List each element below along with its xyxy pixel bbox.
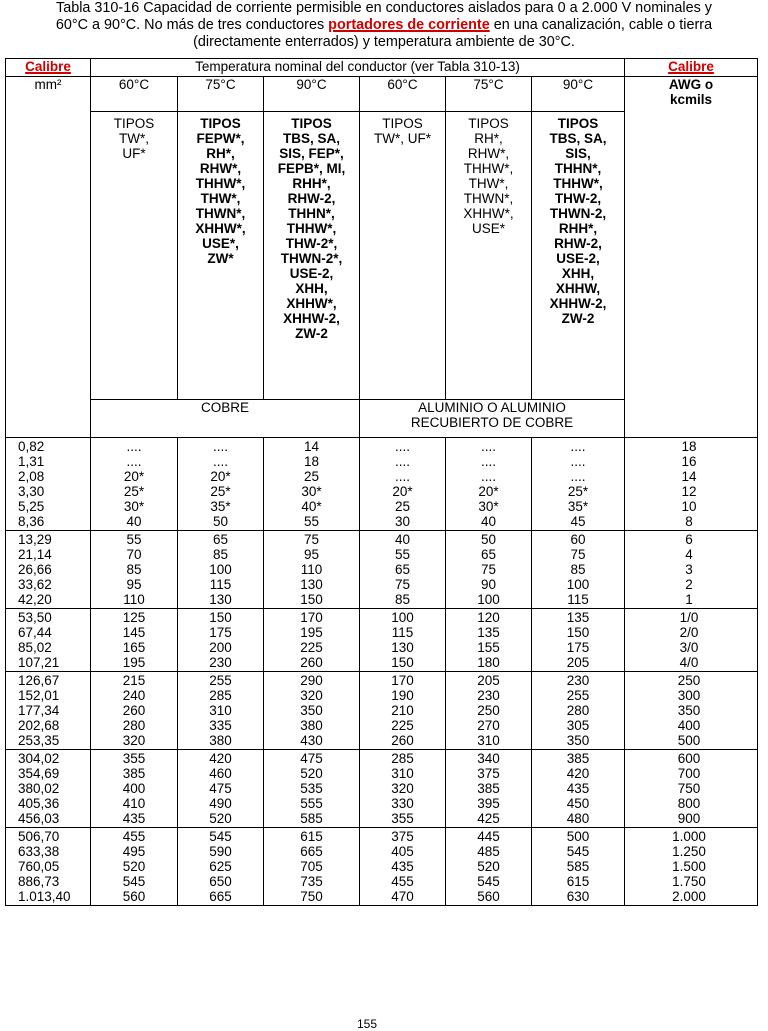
cell-al60: 285 310 320 330 355 bbox=[360, 750, 446, 828]
table-row-group bbox=[6, 672, 758, 750]
ampacity-table bbox=[5, 58, 758, 906]
cell-al60: 170 190 210 225 260 bbox=[360, 672, 446, 750]
table-row-group bbox=[6, 438, 758, 531]
cell-al60: 375 405 435 455 470 bbox=[360, 828, 446, 906]
cell-cu90: 290 320 350 380 430 bbox=[264, 672, 360, 750]
cell-cu75: 150 175 200 230 bbox=[178, 609, 264, 672]
caption-line-2 bbox=[0, 17, 768, 34]
temp-header-cu-60: 60°C bbox=[91, 77, 178, 112]
cell-cu90: 615 665 705 735 750 bbox=[264, 828, 360, 906]
cell-al90: 60 75 85 100 115 bbox=[532, 531, 625, 609]
cell-awg: 18 16 14 12 10 8 bbox=[625, 438, 758, 531]
page-number: 155 bbox=[357, 1017, 378, 1031]
cell-al90: 135 150 175 205 bbox=[532, 609, 625, 672]
temperature-header: Temperatura nominal del conductor (ver Tabla 310-13) bbox=[91, 59, 625, 77]
types-al-60: TIPOS TW*, UF* bbox=[360, 112, 446, 400]
caption-line-2-start: 60°C a 90°C. No más de tres conductores bbox=[55, 17, 329, 33]
table-row-group bbox=[6, 531, 758, 609]
mm2-unit-header: mm² bbox=[6, 77, 91, 438]
temp-header-al-60: 60°C bbox=[360, 77, 446, 112]
cell-cu90: 475 520 535 555 585 bbox=[264, 750, 360, 828]
cell-al90: 230 255 280 305 350 bbox=[532, 672, 625, 750]
cell-mm: 506,70 633,38 760,05 886,73 1.013,40 bbox=[6, 828, 91, 906]
types-al-75: TIPOS RH*, RHW*, THHW*, THW*, THWN*, XHHW*, USE* bbox=[446, 112, 532, 400]
cell-al90: .... .... .... 25* 35* 45 bbox=[532, 438, 625, 531]
cell-mm: 304,02 354,69 380,02 405,36 456,03 bbox=[6, 750, 91, 828]
cell-al90: 385 420 435 450 480 bbox=[532, 750, 625, 828]
cell-al75: 340 375 385 395 425 bbox=[446, 750, 532, 828]
cell-cu90: 170 195 225 260 bbox=[264, 609, 360, 672]
cell-al60: 40 55 65 75 85 bbox=[360, 531, 446, 609]
cell-al60: .... .... .... 20* 25 30 bbox=[360, 438, 446, 531]
cell-cu75: 255 285 310 335 380 bbox=[178, 672, 264, 750]
cell-al75: 50 65 75 90 100 bbox=[446, 531, 532, 609]
temp-header-cu-75: 75°C bbox=[178, 77, 264, 112]
table-row-group bbox=[6, 750, 758, 828]
cell-al75: .... .... .... 20* 30* 40 bbox=[446, 438, 532, 531]
cell-awg: 1/0 2/0 3/0 4/0 bbox=[625, 609, 758, 672]
cell-al60: 100 115 130 150 bbox=[360, 609, 446, 672]
types-cu-75: TIPOS FEPW*, RH*, RHW*, THHW*, THW*, THWN*, XHHW*, USE*, ZW* bbox=[178, 112, 264, 400]
cell-cu75: 545 590 625 650 665 bbox=[178, 828, 264, 906]
types-cu-90: TIPOS TBS, SA, SIS, FEP*, FEPB*, MI, RHH*, RHW-2, THHN*, THHW*, THW-2*, THWN-2*, USE-2, XHH, XHHW*, XHHW-2, ZW-2 bbox=[264, 112, 360, 400]
caption-highlight: portadores de corriente bbox=[328, 17, 490, 33]
cell-cu75: 420 460 475 490 520 bbox=[178, 750, 264, 828]
awg-unit-header: AWG o kcmils bbox=[625, 77, 758, 438]
cell-cu60: 355 385 400 410 435 bbox=[91, 750, 178, 828]
calibre-header-right: Calibre bbox=[625, 59, 758, 77]
cell-cu60: .... .... 20* 25* 30* 40 bbox=[91, 438, 178, 531]
material-copper: COBRE bbox=[91, 400, 360, 438]
table-row-group bbox=[6, 609, 758, 672]
caption-line-2-end: en una canalización, cable o tierra bbox=[489, 17, 713, 33]
temp-header-al-90: 90°C bbox=[532, 77, 625, 112]
cell-cu75: 65 85 100 115 130 bbox=[178, 531, 264, 609]
cell-al90: 500 545 585 615 630 bbox=[532, 828, 625, 906]
types-al-90: TIPOS TBS, SA, SIS, THHN*, THHW*, THW-2, THWN-2, RHH*, RHW-2, USE-2, XHH, XHHW, XHHW-2, ZW-2 bbox=[532, 112, 625, 400]
cell-mm: 0,82 1,31 2,08 3,30 5,25 8,36 bbox=[6, 438, 91, 531]
temp-header-al-75: 75°C bbox=[446, 77, 532, 112]
caption-line-3: (directamente enterrados) y temperatura ambiente de 30°C. bbox=[193, 34, 575, 50]
cell-al75: 120 135 155 180 bbox=[446, 609, 532, 672]
cell-mm: 53,50 67,44 85,02 107,21 bbox=[6, 609, 91, 672]
cell-cu60: 455 495 520 545 560 bbox=[91, 828, 178, 906]
cell-cu60: 125 145 165 195 bbox=[91, 609, 178, 672]
temp-header-cu-90: 90°C bbox=[264, 77, 360, 112]
types-cu-60: TIPOS TW*, UF* bbox=[91, 112, 178, 400]
cell-al75: 205 230 250 270 310 bbox=[446, 672, 532, 750]
table-caption bbox=[0, 0, 768, 51]
cell-awg: 1.000 1.250 1.500 1.750 2.000 bbox=[625, 828, 758, 906]
cell-cu90: 75 95 110 130 150 bbox=[264, 531, 360, 609]
cell-awg: 250 300 350 400 500 bbox=[625, 672, 758, 750]
caption-line-1: Tabla 310-16 Capacidad de corriente permisible en conductores aislados para 0 a 2.000 V nominales y bbox=[56, 0, 712, 16]
cell-mm: 126,67 152,01 177,34 202,68 253,35 bbox=[6, 672, 91, 750]
cell-awg: 600 700 750 800 900 bbox=[625, 750, 758, 828]
cell-mm: 13,29 21,14 26,66 33,62 42,20 bbox=[6, 531, 91, 609]
material-aluminum: ALUMINIO O ALUMINIO RECUBIERTO DE COBRE bbox=[360, 400, 625, 438]
cell-cu75: .... .... 20* 25* 35* 50 bbox=[178, 438, 264, 531]
cell-awg: 6 4 3 2 1 bbox=[625, 531, 758, 609]
cell-cu90: 14 18 25 30* 40* 55 bbox=[264, 438, 360, 531]
cell-al75: 445 485 520 545 560 bbox=[446, 828, 532, 906]
cell-cu60: 55 70 85 95 110 bbox=[91, 531, 178, 609]
cell-cu60: 215 240 260 280 320 bbox=[91, 672, 178, 750]
calibre-header-left: Calibre bbox=[6, 59, 91, 77]
table-row-group bbox=[6, 828, 758, 906]
